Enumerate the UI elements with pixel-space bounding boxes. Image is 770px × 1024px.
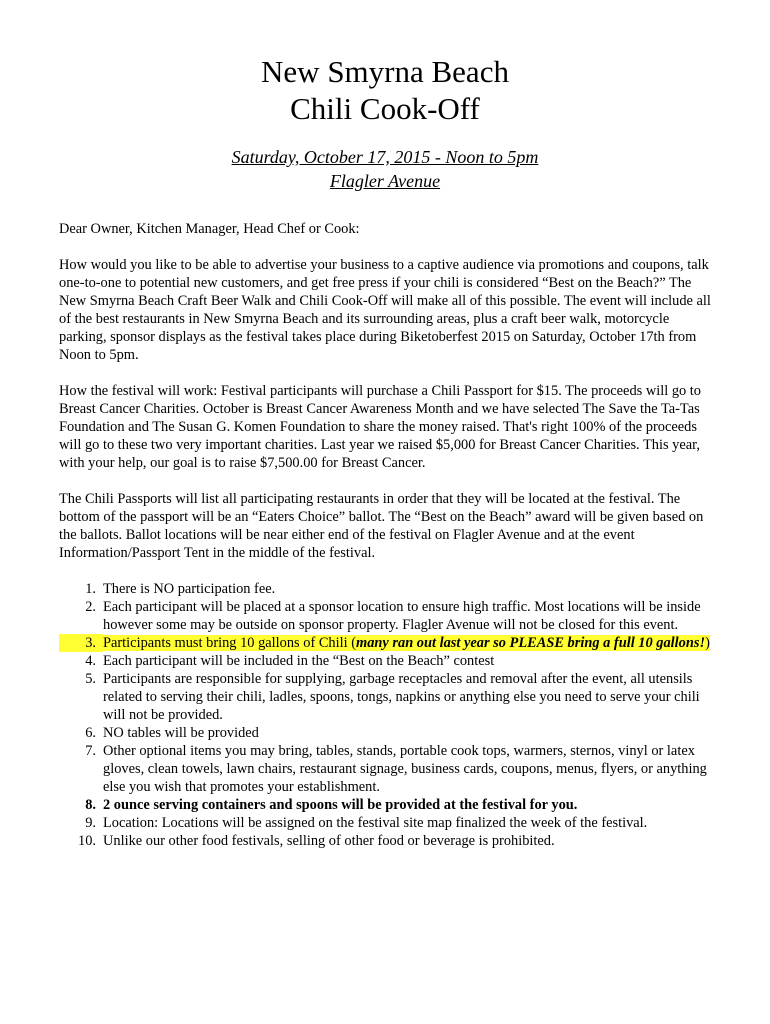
list-number: 5. <box>85 671 96 687</box>
highlight-text: Participants must bring 10 gallons of Chili ( <box>103 635 357 651</box>
list-text: Each participant will be included in the “Best on the Beach” contest <box>103 653 495 669</box>
letter-body <box>59 220 716 850</box>
list-item <box>59 598 716 634</box>
paragraph-how-it-works: How the festival will work: Festival participants will purchase a Chili Passport for $15. The proceeds will go to Breast Cancer Charities. October is Breast Cancer Awareness Month and we have selected The Save the Ta-Tas Foundation and The Susan G. Komen Foundation to share the money raised. That's right 100% of the proceeds will go to these two very important charities. Last year we raised $5,000 for Breast Cancer Charities. This year, with your help, our goal is to raise $7,500.00 for Breast Cancer. <box>59 383 701 471</box>
list-number: 8. <box>85 797 96 813</box>
rules-list <box>59 580 716 850</box>
list-number: 10. <box>78 833 96 849</box>
list-number: 6. <box>85 725 96 741</box>
list-number: 1. <box>85 581 96 597</box>
list-number: 4. <box>85 653 96 669</box>
list-number: 2. <box>85 599 96 615</box>
list-text: There is NO participation fee. <box>103 581 276 597</box>
highlight-emphasis: many ran out last year so PLEASE bring a full 10 gallons! <box>356 635 706 651</box>
title-line-1: New Smyrna Beach <box>261 54 509 89</box>
list-text: Each participant will be placed at a sponsor location to ensure high traffic. Most locations will be inside however some may be outside on sponsor property. Flagler Avenue will not be closed for this event. <box>103 599 701 633</box>
salutation: Dear Owner, Kitchen Manager, Head Chef or Cook: <box>59 221 360 237</box>
list-item <box>59 580 716 598</box>
highlight-suffix: ) <box>705 635 710 651</box>
list-item <box>59 724 716 742</box>
event-date: Saturday, October 17, 2015 - Noon to 5pm <box>231 147 539 167</box>
paragraph-intro: How would you like to be able to advertise your business to a captive audience via promotions and coupons, talk one-to-one to potential new customers, and get free press if your chili is considered “Best on the Beach?” The New Smyrna Beach Craft Beer Walk and Chili Cook-Off will make all of this possible. The event will include all of the best restaurants in New Smyrna Beach and its surrounding areas, plus a craft beer walk, motorcycle parking, sponsor displays as the festival takes place during Biketoberfest 2015 on Saturday, October 17th from Noon to 5pm. <box>59 257 711 363</box>
list-text: NO tables will be provided <box>103 725 259 741</box>
list-item <box>59 670 716 724</box>
list-item <box>59 742 716 796</box>
list-number: 9. <box>85 815 96 831</box>
list-text: Other optional items you may bring, tables, stands, portable cook tops, warmers, sternos, vinyl or latex gloves, clean towels, lawn chairs, restaurant signage, business cards, coupons, menus, flyers, or anything else you wish that promotes your establishment. <box>103 743 707 795</box>
title-line-2: Chili Cook-Off <box>290 91 480 126</box>
list-number: 3. <box>59 634 103 652</box>
list-text-highlighted <box>103 634 716 652</box>
list-text: Location: Locations will be assigned on the festival site map finalized the week of the festival. <box>103 815 648 831</box>
list-item <box>59 814 716 832</box>
list-item-bold <box>59 796 716 814</box>
event-location: Flagler Avenue <box>329 171 441 191</box>
list-item <box>59 652 716 670</box>
paragraph-passports: The Chili Passports will list all participating restaurants in order that they will be located at the festival. The bottom of the passport will be an “Eaters Choice” ballot. The “Best on the Beach” award will be given based on the ballots. Ballot locations will be near either end of the festival on Flagler Avenue and at the event Information/Passport Tent in the middle of the festival. <box>59 491 704 561</box>
list-item <box>59 832 716 850</box>
list-text: Unlike our other food festivals, selling of other food or beverage is prohibited. <box>103 833 555 849</box>
list-text: Participants are responsible for supplying, garbage receptacles and removal after the event, all utensils related to serving their chili, ladles, spoons, tongs, napkins or anything else you need to serve your chili will not be provided. <box>103 671 700 723</box>
list-number: 7. <box>85 743 96 759</box>
list-item-highlighted <box>59 634 716 652</box>
list-text: 2 ounce serving containers and spoons will be provided at the festival for you. <box>103 797 578 813</box>
